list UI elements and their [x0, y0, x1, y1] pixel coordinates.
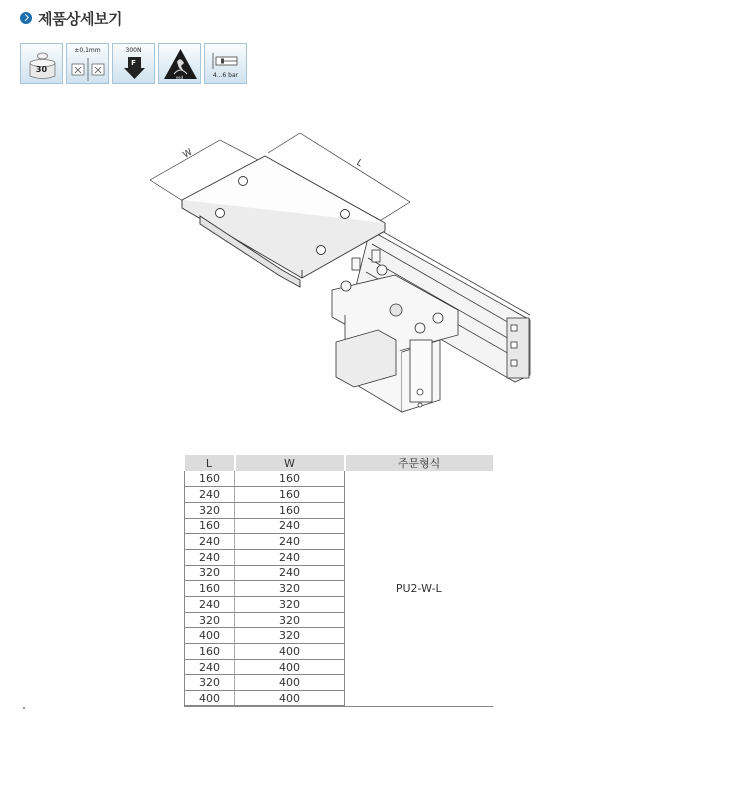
- cell-l: 160: [185, 471, 235, 487]
- cell-l: 320: [185, 612, 235, 628]
- cell-l: 400: [185, 691, 235, 707]
- cell-w: 240: [235, 518, 345, 534]
- cell-w: 320: [235, 628, 345, 644]
- cell-l: 400: [185, 628, 235, 644]
- decorative-dot: [23, 707, 25, 709]
- cell-w: 160: [235, 487, 345, 503]
- cell-w: 240: [235, 534, 345, 550]
- cell-l: 240: [185, 487, 235, 503]
- cell-w: 400: [235, 644, 345, 660]
- table-row: [185, 471, 493, 487]
- cell-w: 400: [235, 691, 345, 707]
- cell-w: 320: [235, 581, 345, 597]
- cell-l: 240: [185, 659, 235, 675]
- pressure-icon: [204, 43, 247, 84]
- esd-icon: [158, 43, 201, 84]
- tolerance-icon: [66, 43, 109, 84]
- cell-l: 160: [185, 644, 235, 660]
- pressure-value: 4...6 bar: [212, 72, 239, 79]
- dimension-w-label: W: [181, 147, 195, 161]
- cell-w: 400: [235, 659, 345, 675]
- column-header-l: L: [185, 455, 235, 471]
- force-symbol: F: [131, 59, 136, 67]
- force-icon: [112, 43, 155, 84]
- cell-l: 160: [185, 581, 235, 597]
- tolerance-value: ±0,1mm: [74, 47, 101, 54]
- cell-l: 320: [185, 565, 235, 581]
- esd-label: esd: [175, 75, 184, 80]
- page-title: 제품상세보기: [38, 9, 122, 28]
- cell-l: 240: [185, 597, 235, 613]
- cell-l: 240: [185, 549, 235, 565]
- dimension-l-label: L: [354, 158, 364, 170]
- force-value: 300N: [125, 47, 142, 54]
- product-drawing: [140, 120, 540, 420]
- cell-w: 160: [235, 502, 345, 518]
- cell-w: 160: [235, 471, 345, 487]
- cell-l: 160: [185, 518, 235, 534]
- weight-value: 30: [35, 65, 48, 74]
- cell-w: 240: [235, 565, 345, 581]
- cell-w: 240: [235, 549, 345, 565]
- cell-w: 320: [235, 597, 345, 613]
- cell-l: 240: [185, 534, 235, 550]
- cell-w: 400: [235, 675, 345, 691]
- cell-l: 320: [185, 675, 235, 691]
- column-header-order: 주문형식: [345, 455, 493, 471]
- weight-icon: [20, 43, 63, 84]
- column-header-w: W: [235, 455, 345, 471]
- section-header: [20, 8, 122, 28]
- order-table: [184, 455, 493, 707]
- cell-w: 320: [235, 612, 345, 628]
- cell-l: 320: [185, 502, 235, 518]
- arrow-bullet-icon: [20, 12, 32, 24]
- order-code: PU2-W-L: [345, 471, 493, 706]
- feature-icon-bar: [20, 43, 247, 84]
